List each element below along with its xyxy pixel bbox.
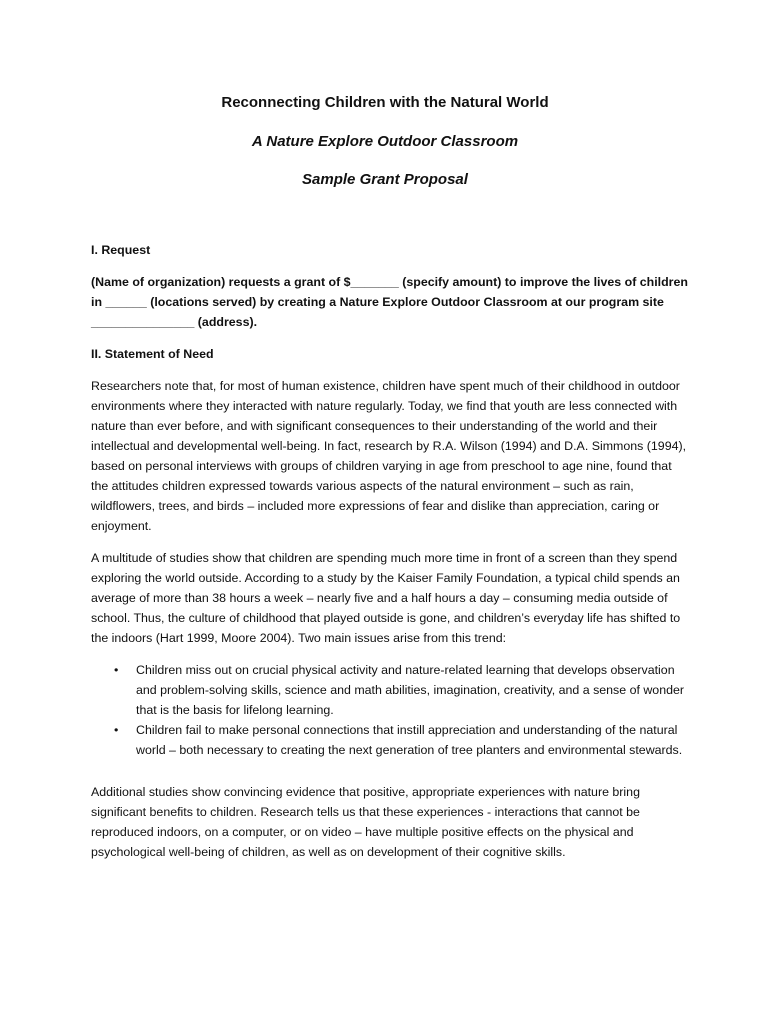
- need-paragraph-2: A multitude of studies show that children are spending much more time in front of a screen than they spend exploring the world outside. According to a study by the Kaiser Family Foundation, a typical child spends an average of more than 38 hours a week – nearly five and a half hours a day – consuming media outside of school. Thus, the culture of childhood that played outside is gone, and children’s everyday life has shifted to the indoors (Hart 1999, Moore 2004). Two main issues arise from this trend:: [91, 551, 681, 645]
- section-heading-request: I. Request: [91, 243, 151, 257]
- need-paragraph-1: Researchers note that, for most of human existence, children have spent much of their childhood in outdoor environments where they interacted with nature regularly. Today, we find that youth are less connected with nature than ever before, and with significant consequences to their understanding of the world and their intellectual and developmental well-being. In fact, research by R.A. Wilson (1994) and D.A. Simmons (1994), based on personal interviews with groups of children varying in age from preschool to age nine, found that the attitudes children expressed towards various aspects of the natural environment – such as rain, wildflowers, trees, and birds – included more expressions of fear and dislike than appreciation, caring or enjoyment.: [91, 379, 687, 533]
- issues-list: [91, 660, 691, 760]
- list-item-text: Children fail to make personal connections that instill appreciation and understanding of the natural world – both necessary to creating the next generation of tree planters and environmental stewards.: [136, 723, 683, 757]
- need-paragraph-3: Additional studies show convincing evidence that positive, appropriate experiences with nature bring significant benefits to children. Research tells us that these experiences - interactions that cannot be reproduced indoors, on a computer, or on video – have multiple positive effects on the physical and psychological well-being of children, as well as on development of their cognitive skills.: [91, 785, 640, 859]
- document-subtitle: A Nature Explore Outdoor Classroom: [251, 133, 519, 150]
- list-item: [114, 720, 691, 760]
- list-item: [114, 660, 691, 720]
- document-title: Reconnecting Children with the Natural World: [221, 94, 549, 111]
- request-paragraph: (Name of organization) requests a grant of $_______ (specify amount) to improve the lives of children in ______ (locations served) by creating a Nature Explore Outdoor Classroom at our program site _______________ (address).: [91, 275, 688, 329]
- document-body: [91, 240, 691, 874]
- bullet-icon: •: [114, 663, 119, 677]
- list-item-text: Children miss out on crucial physical activity and nature-related learning that develops observation and problem-solving skills, science and math abilities, imagination, creativity, and a sense of wonder that is the basis for lifelong learning.: [136, 663, 684, 717]
- document-type: Sample Grant Proposal: [302, 171, 468, 188]
- bullet-icon: •: [114, 723, 119, 737]
- section-heading-need: II. Statement of Need: [91, 347, 214, 361]
